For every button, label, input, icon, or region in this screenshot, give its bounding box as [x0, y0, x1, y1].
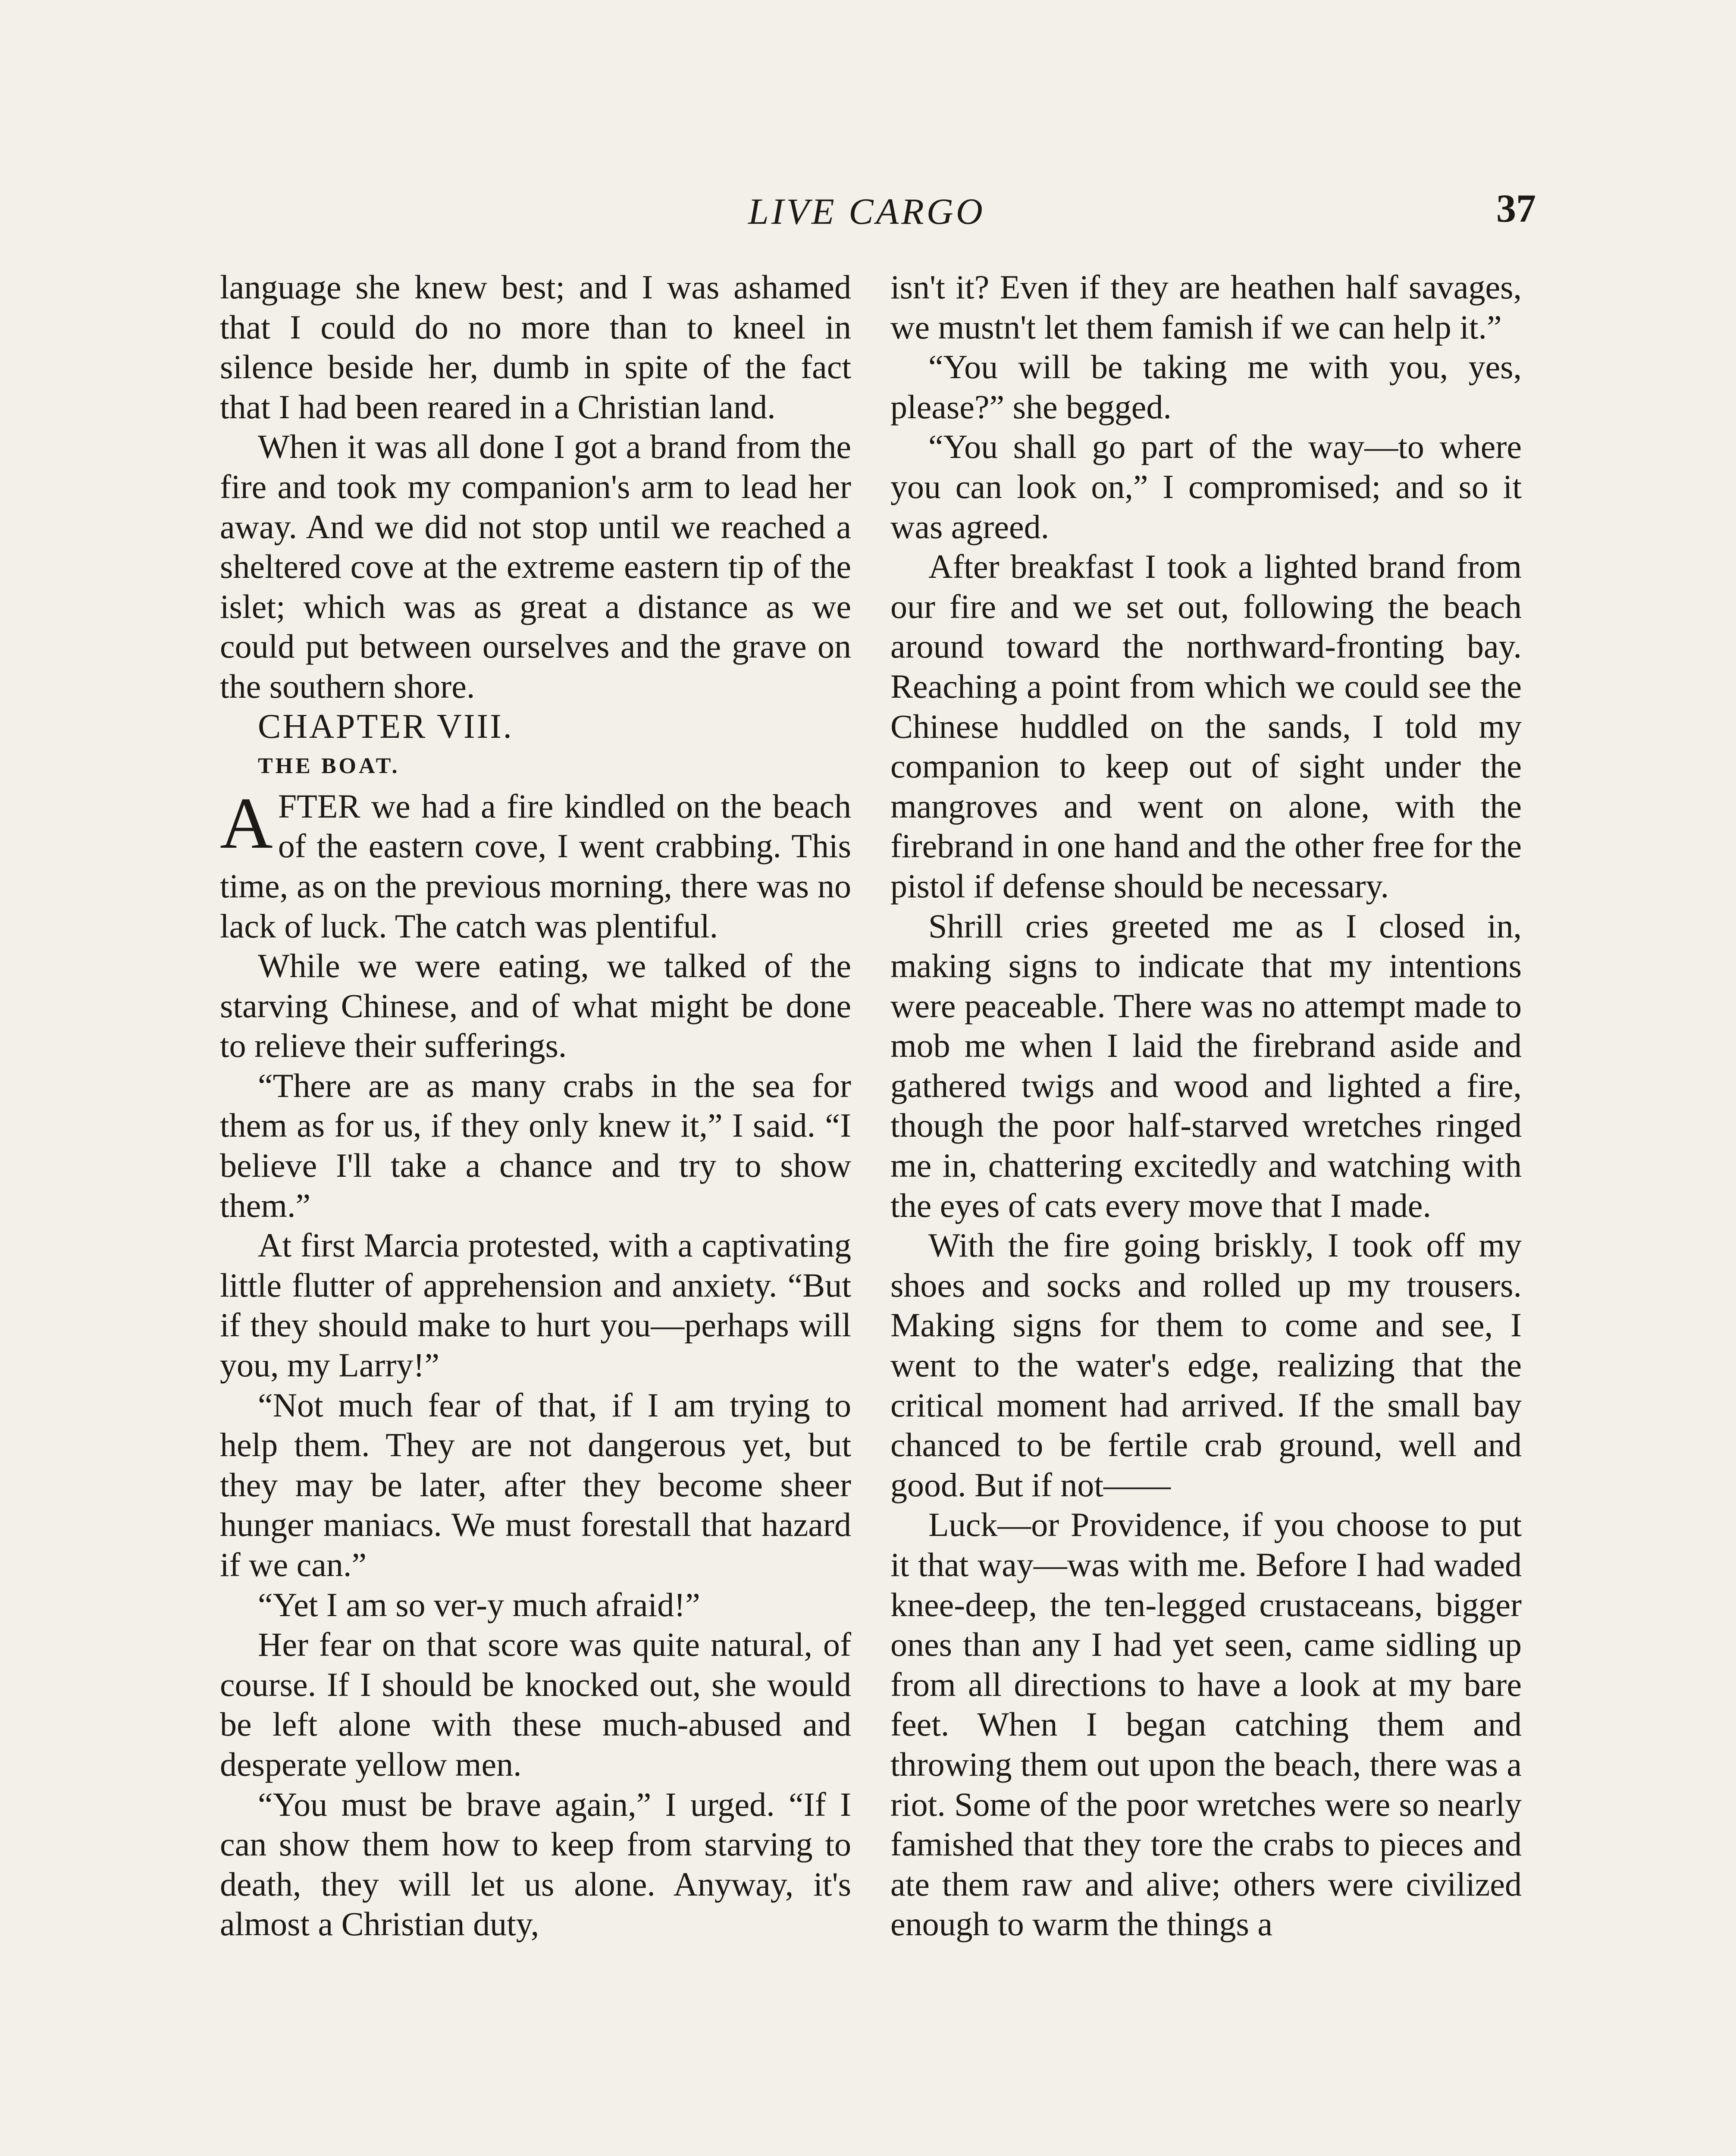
paragraph: After breakfast I took a lighted brand from our fire and we set out, following the beach around toward the northward-fronting bay. Reaching a point from which we could see the Chinese huddled on the sands, I told my companion to keep out of sight under the mangroves and went on alone, with the firebrand in one hand and the other free for the pistol if defense should be necessary.: [890, 548, 1522, 905]
paragraph: “You must be brave again,” I urged. “If I can show them how to keep from starving to death, they will let us alone. Anyway, it's almost a Christian duty,: [220, 1785, 851, 1943]
paragraph: With the fire going briskly, I took off my shoes and socks and rolled up my trousers. Making signs for them to come and see, I went to the water's edge, realizing that the critical moment had arrived. If the small bay chanced to be fertile crab ground, well and good. But if not——: [890, 1226, 1522, 1504]
right-column: [890, 267, 1522, 1944]
paragraph: “Yet I am so ver-y much afraid!”: [258, 1586, 700, 1623]
paragraph: While we were eating, we talked of the starving Chinese, and of what might be done to relieve their sufferings.: [220, 947, 851, 1065]
paragraph: “Not much fear of that, if I am trying to help them. They are not dangerous yet, but they may be later, after they become sheer hunger maniacs. We must forestall that hazard if we can.”: [220, 1386, 851, 1583]
paragraph: Shrill cries greeted me as I closed in, making signs to indicate that my intentions were peaceable. There was no attempt made to mob me when I laid the firebrand aside and gathered twigs and wood and lighted a fire, though the poor half-starved wretches ringed me in, chattering excitedly and watching with the eyes of cats every move that I made.: [890, 907, 1522, 1224]
paragraph: Luck—or Providence, if you choose to put it that way—was with me. Before I had waded knee-deep, the ten-legged crustaceans, bigger ones than any I had yet seen, came sidling up from all directions to have a look at my bare feet. When I began catching them and throwing them out upon the beach, there was a riot. Some of the poor wretches were so nearly famished that they tore the crabs to pieces and ate them raw and alive; others were civilized enough to warm the things a: [890, 1506, 1522, 1943]
paragraph: When it was all done I got a brand from the fire and took my companion's arm to lead her away. And we did not stop until we reached a sheltered cove at the extreme eastern tip of the islet; which was as great a distance as we could put between ourselves and the grave on the southern shore.: [220, 428, 851, 705]
drop-cap: A: [220, 782, 273, 864]
left-column: [220, 267, 851, 1944]
paragraph: Her fear on that score was quite natural, of course. If I should be knocked out, she would be left alone with these much-abused and desperate yellow men.: [220, 1626, 851, 1783]
chapter-opening-paragraph: [220, 782, 851, 946]
running-title: LIVE CARGO: [748, 191, 985, 232]
chapter-subtitle: THE BOAT.: [258, 754, 400, 779]
paragraph: isn't it? Even if they are heathen half savages, we mustn't let them famish if we can help it.”: [890, 268, 1522, 346]
page-number: 37: [1496, 186, 1536, 230]
paragraph: “There are as many crabs in the sea for them as for us, if they only knew it,” I said. “I believe I'll take a chance and try to show them.”: [220, 1066, 851, 1224]
paragraph-text: FTER we had a fire kindled on the beach of the eastern cove, I went crabbing. This time, as on the previous morning, there was no lack of luck. The catch was plentiful.: [220, 787, 851, 945]
paragraph: At first Marcia protested, with a captivating little flutter of apprehension and anxiety. “But if they should make to hurt you—perhaps will you, my Larry!”: [220, 1226, 851, 1384]
paragraph: “You shall go part of the way—to where you can look on,” I compromised; and so it was agreed.: [890, 428, 1522, 545]
chapter-title: CHAPTER VIII.: [258, 707, 514, 746]
paragraph: “You will be taking me with you, yes, please?” she begged.: [890, 348, 1522, 426]
paragraph: language she knew best; and I was ashamed that I could do no more than to kneel in silence beside her, dumb in spite of the fact that I had been reared in a Christian land.: [220, 268, 851, 426]
